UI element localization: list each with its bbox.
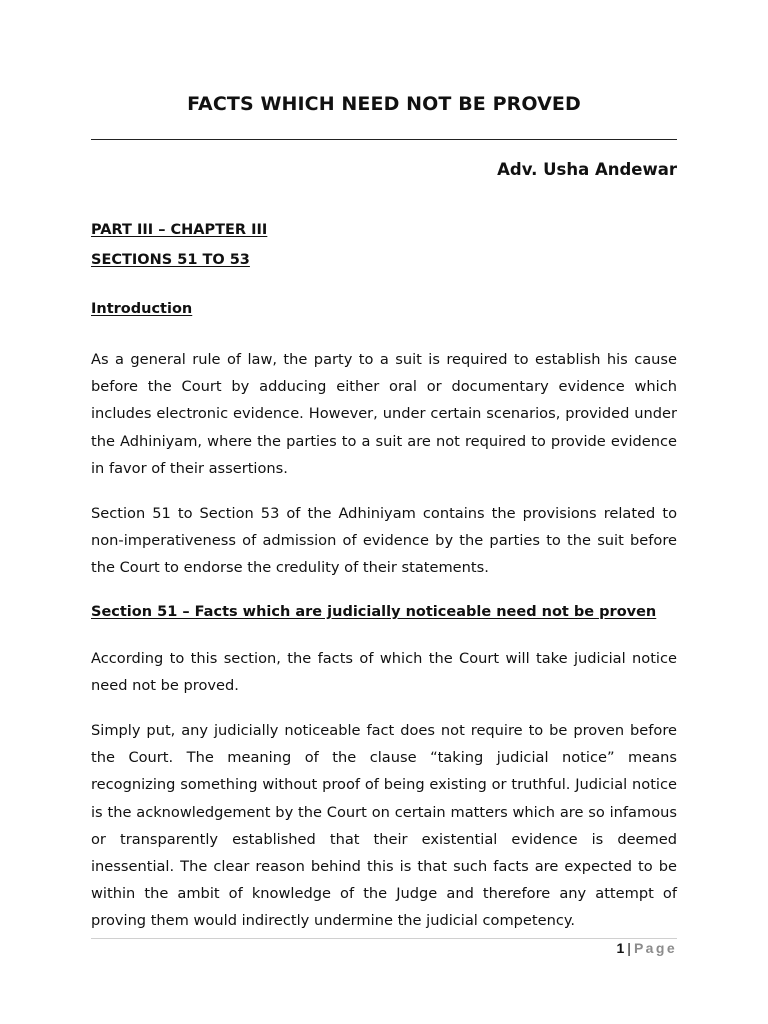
section-51-heading: Section 51 – Facts which are judicially noticeable need not be proven [91,604,657,620]
paragraph-text: As a general rule of law, the party to a suit is required to establish his cause before the Court by adducing either oral or documentary evidence which includes electronic evidence. However, under certain scenarios, provided under the Adhiniyam, where the parties to a suit are not required to provide evidence in favor of their assertions. [91,351,677,477]
part-heading: PART III – CHAPTER III [91,222,268,238]
introduction-heading: Introduction [91,301,193,317]
intro-paragraph [91,346,677,482]
paragraph-text: Section 51 to Section 53 of the Adhiniyam contains the provisions related to non-imperativeness of admission of evidence by the parties to the suit before the Court to endorse the credulity of their statements. [91,505,677,577]
section-range-paragraph [91,500,677,582]
sections-heading: SECTIONS 51 TO 53 [91,252,250,268]
document-title: FACTS WHICH NEED NOT BE PROVED [187,93,581,115]
section-51-paragraph [91,645,677,699]
title-divider [91,139,677,140]
paragraph-text: According to this section, the facts of which the Court will take judicial notice need not be proved. [91,650,677,695]
footer-divider [91,938,677,939]
page-label: Page [633,940,677,956]
page-footer [617,940,678,956]
paragraph-text: Simply put, any judicially noticeable fact does not require to be proven before the Court. The meaning of the clause “taking judicial notice” means recognizing something without proof of being existing or truthful. Judicial notice is the acknowledgement by the Court on certain matters which are so infamous or transparently established that their existential evidence is deemed inessential. The clear reason behind this is that such facts are expected to be within the ambit of knowledge of the Judge and therefore any attempt of proving them would indirectly undermine the judicial competency. [91,722,677,930]
author-name: Adv. Usha Andewar [497,160,677,179]
footer-separator: | [627,940,631,956]
judicial-notice-paragraph [91,717,677,935]
page-number: 1 [616,940,625,956]
